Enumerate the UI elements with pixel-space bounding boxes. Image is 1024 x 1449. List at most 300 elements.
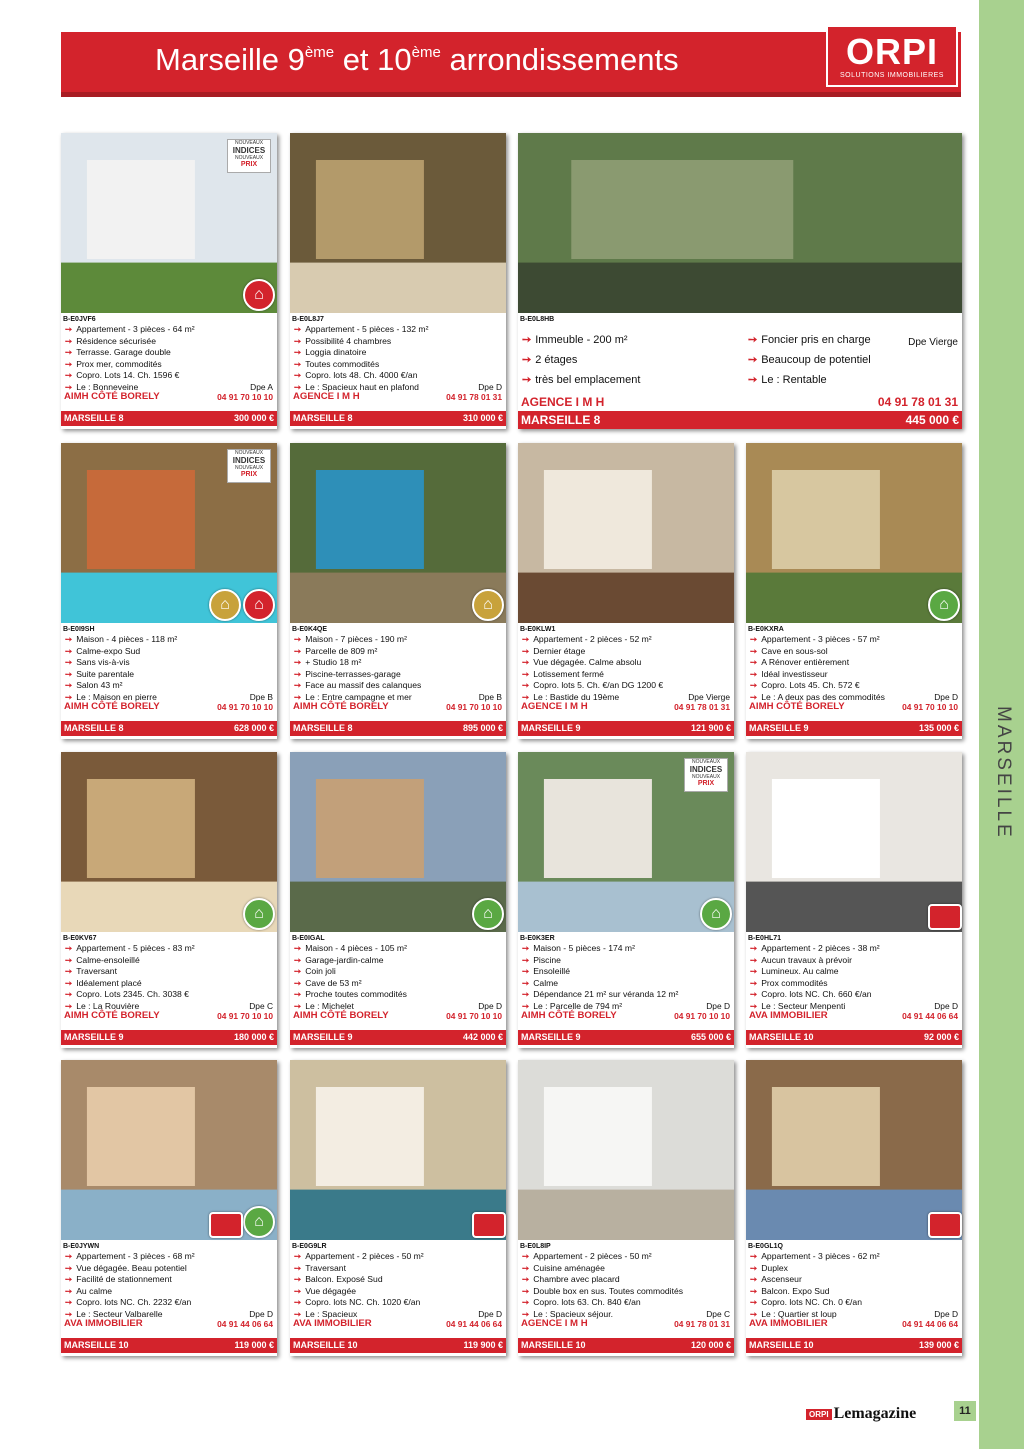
feature-text: Coin joli (305, 966, 336, 977)
arrow-icon: ➙ (522, 1262, 530, 1273)
feature-line (65, 1286, 112, 1298)
feature-line (65, 1274, 172, 1286)
listing-ref: B-E0KV67 (63, 935, 97, 942)
arrow-icon: ➙ (65, 324, 73, 334)
arrow-icon: ➙ (65, 1001, 73, 1011)
page-number: 11 (954, 1401, 976, 1421)
feature-text: Maison - 4 pièces - 118 m² (76, 634, 178, 644)
house-icon: ⌂ (243, 589, 275, 621)
arrow-icon: ➙ (522, 977, 530, 988)
agency-phone[interactable]: 04 91 78 01 31 (877, 395, 958, 409)
feature-text: Loggia dinatoire (305, 347, 367, 358)
arrow-icon: ➙ (750, 1001, 758, 1011)
listing-city: MARSEILLE 8 (293, 413, 353, 423)
feature-text: Traversant (76, 966, 117, 977)
feature-line (750, 634, 880, 646)
feature-line (522, 646, 585, 658)
feature-text: Vue dégagée (305, 1285, 357, 1296)
agency-phone[interactable]: 04 91 44 06 64 (902, 1011, 958, 1021)
feature-text: Calme (533, 977, 559, 988)
feature-line (522, 989, 678, 1001)
feature-text: Dernier étage (533, 645, 586, 656)
feature-line (294, 370, 417, 382)
listing-card[interactable] (518, 752, 734, 1048)
dpe-rating: Dpe D (934, 1001, 958, 1011)
feature-text: Traversant (305, 1262, 346, 1273)
photo-image (518, 1060, 734, 1240)
feature-text: Ensoleillé (533, 966, 570, 977)
listing-card[interactable] (746, 1060, 962, 1356)
feature-line (65, 966, 117, 978)
feature-line (750, 1274, 802, 1286)
side-label: MARSEILLE (993, 706, 1014, 840)
listing-ref: B-E0KXRA (748, 626, 784, 633)
dpe-rating: Dpe D (934, 692, 958, 702)
arrow-icon: ➙ (65, 1274, 73, 1285)
agency-name[interactable]: AVA IMMOBILIER (749, 1010, 828, 1021)
feature-text: Facilité de stationnement (76, 1274, 172, 1285)
listing-photo[interactable] (518, 1060, 734, 1240)
feature-line (522, 978, 558, 990)
plus-text: Le : Bonneveine (76, 382, 139, 392)
price-bar (290, 411, 506, 426)
page-title (155, 42, 679, 78)
arrow-icon: ➙ (294, 358, 302, 369)
dpe-rating: Dpe D (706, 1001, 730, 1011)
listing-card[interactable] (746, 752, 962, 1048)
listing-photo[interactable] (290, 133, 506, 313)
plus-text: Le : Michelet (305, 1001, 354, 1011)
listing-ref: B-E0GL1Q (748, 1243, 784, 1250)
feature-line (65, 680, 123, 692)
arrow-icon: ➙ (750, 692, 758, 702)
house-icon: ⌂ (472, 898, 504, 930)
agency-name[interactable]: AIMH CÔTÉ BORELY (293, 1010, 389, 1021)
agency-name[interactable]: AGENCE I M H (521, 1318, 588, 1329)
arrow-icon: ➙ (748, 374, 758, 386)
feature-line (65, 669, 134, 681)
feature-line (65, 324, 195, 336)
agency-phone[interactable]: 04 91 70 10 10 (217, 392, 273, 402)
agency-name[interactable]: AIMH CÔTÉ BORELY (293, 701, 389, 712)
arrow-icon: ➙ (750, 1297, 758, 1308)
feature-line (750, 1251, 880, 1263)
feature-text: Calme-expo Sud (76, 645, 141, 656)
feature-line (522, 955, 561, 967)
agency-name[interactable]: AVA IMMOBILIER (293, 1318, 372, 1329)
agency-phone[interactable]: 04 91 78 01 31 (674, 702, 730, 712)
agency-name[interactable]: AGENCE I M H (293, 391, 360, 402)
feature-text: Copro. Lots 14. Ch. 1596 € (76, 370, 180, 381)
feature-line (750, 1286, 830, 1298)
price-bar (61, 411, 277, 426)
arrow-icon: ➙ (294, 989, 302, 1000)
dpe-rating: Dpe C (249, 1001, 273, 1011)
listing-city: MARSEILLE 9 (64, 1032, 124, 1042)
agency-phone[interactable]: 04 91 70 10 10 (446, 1011, 502, 1021)
arrow-icon: ➙ (522, 943, 530, 953)
arrow-icon: ➙ (65, 977, 73, 988)
feature-text: Appartement - 3 pièces - 64 m² (76, 324, 195, 334)
agency-name[interactable]: AIMH CÔTÉ BORELY (64, 391, 160, 402)
footer-brand-mini: ORPI (806, 1409, 832, 1420)
feature-text: Piscine-terrasses-garage (305, 668, 401, 679)
arrow-icon: ➙ (65, 692, 73, 702)
agency-phone[interactable]: 04 91 70 10 10 (217, 1011, 273, 1021)
arrow-icon: ➙ (750, 657, 758, 668)
arrow-icon: ➙ (522, 954, 530, 965)
arrow-icon: ➙ (294, 335, 302, 346)
arrow-icon: ➙ (294, 657, 302, 668)
listing-card[interactable] (61, 752, 277, 1048)
feature-line (522, 1274, 620, 1286)
arrow-icon: ➙ (750, 943, 758, 953)
listing-card[interactable] (518, 443, 734, 739)
listing-ref: B-E0JYWN (63, 1243, 100, 1250)
listing-price: 628 000 € (233, 723, 274, 733)
feature-text: Parcelle de 809 m² (305, 645, 378, 656)
badge-line1: NOUVEAUX (234, 450, 264, 456)
arrow-icon: ➙ (294, 966, 302, 977)
feature-line (294, 1297, 420, 1309)
arrow-icon: ➙ (294, 645, 302, 656)
listing-city: MARSEILLE 8 (64, 413, 124, 423)
listing-city: MARSEILLE 9 (749, 723, 809, 733)
listing-ref: B-E0JVF6 (63, 316, 96, 323)
listing-price: 121 900 € (690, 723, 731, 733)
arrow-icon: ➙ (65, 347, 73, 358)
arrow-icon: ➙ (522, 645, 530, 656)
agency-phone[interactable]: 04 91 44 06 64 (446, 1319, 502, 1329)
arrow-icon: ➙ (294, 954, 302, 965)
listing-card[interactable] (290, 443, 506, 739)
price-bar (61, 721, 277, 736)
feature-text: Idéalement placé (76, 977, 142, 988)
house-icon: ⌂ (700, 898, 732, 930)
photo-image (518, 133, 962, 313)
listing-city: MARSEILLE 10 (293, 1340, 358, 1350)
agency-name[interactable]: AGENCE I M H (521, 395, 605, 409)
listing-card[interactable] (290, 133, 506, 429)
listing-card[interactable] (518, 133, 962, 429)
feature-text: Immeuble - 200 m² (535, 334, 628, 346)
feature-line (65, 1297, 191, 1309)
price-bar (746, 721, 962, 736)
feature-text: Ascenseur (761, 1274, 802, 1285)
feature-text: Suite parentale (76, 668, 135, 679)
price-bar (61, 1338, 277, 1353)
price-bar (518, 721, 734, 736)
listing-city: MARSEILLE 8 (64, 723, 124, 733)
badge-line1: NOUVEAUX (234, 140, 264, 146)
arrow-icon: ➙ (294, 1274, 302, 1285)
listing-city: MARSEILLE 10 (521, 1340, 586, 1350)
agency-phone[interactable]: 04 91 70 10 10 (674, 1011, 730, 1021)
dpe-rating: Dpe D (478, 382, 502, 392)
listing-city: MARSEILLE 10 (64, 1340, 129, 1350)
feature-text: Résidence sécurisée (76, 335, 156, 346)
feature-text: Garage-jardin-calme (305, 954, 384, 965)
arrow-icon: ➙ (294, 370, 302, 381)
feature-text: Cave en sous-sol (761, 645, 828, 656)
house-icon: ⌂ (928, 589, 960, 621)
feature-text: Aucun travaux à prévoir (761, 954, 852, 965)
arrow-icon: ➙ (65, 382, 73, 392)
arrow-icon: ➙ (522, 692, 530, 702)
plus-text: Le : Rentable (761, 374, 827, 386)
plus-line (748, 375, 827, 387)
feature-text: Beaucoup de potentiel (761, 354, 871, 366)
listing-ref: B-E0IGAL (292, 935, 325, 942)
listing-city: MARSEILLE 8 (521, 413, 601, 427)
arrow-icon: ➙ (65, 1309, 73, 1319)
badge-line4: PRIX (697, 780, 715, 787)
badge-line3: NOUVEAUX (234, 155, 264, 161)
price-bar (290, 1030, 506, 1045)
feature-line (522, 943, 635, 955)
price-bar (518, 1030, 734, 1045)
feature-line (748, 355, 871, 367)
agency-phone[interactable]: 04 91 70 10 10 (902, 702, 958, 712)
plus-text: Le : Spacieux haut en plafond (305, 382, 419, 392)
photo-image (518, 443, 734, 623)
feature-text: Balcon. Exposé Sud (305, 1274, 383, 1285)
agency-name[interactable]: AIMH CÔTÉ BORELY (64, 701, 160, 712)
feature-line (750, 955, 852, 967)
agency-name[interactable]: AIMH CÔTÉ BORELY (749, 701, 845, 712)
feature-line (294, 347, 366, 359)
orpi-logo (826, 25, 958, 87)
feature-text: Duplex (761, 1262, 788, 1273)
badge-line2: INDICES (689, 765, 723, 774)
feature-line (522, 335, 628, 347)
feature-line (65, 978, 142, 990)
arrow-icon: ➙ (65, 370, 73, 381)
feature-text: Terrasse. Garage double (76, 347, 171, 358)
arrow-icon: ➙ (294, 324, 302, 334)
feature-line (750, 989, 872, 1001)
title-part2: et 10 (334, 42, 412, 77)
listing-card[interactable] (746, 443, 962, 739)
feature-line (522, 634, 652, 646)
listing-city: MARSEILLE 10 (749, 1340, 814, 1350)
arrow-icon: ➙ (522, 1297, 530, 1308)
title-sup2: ème (411, 44, 441, 61)
house-icon: ⌂ (472, 589, 504, 621)
logo-word: ORPI (845, 31, 938, 72)
listing-price: 442 000 € (462, 1032, 503, 1042)
feature-text: Au calme (76, 1285, 113, 1296)
plus-text: Le : Parcelle de 794 m² (533, 1001, 623, 1011)
feature-text: Maison - 5 pièces - 174 m² (533, 943, 635, 953)
feature-text: Appartement - 3 pièces - 62 m² (761, 1251, 880, 1261)
agency-name[interactable]: AVA IMMOBILIER (64, 1318, 143, 1329)
feature-line (65, 634, 177, 646)
price-bar (518, 411, 962, 429)
arrow-icon: ➙ (294, 1309, 302, 1319)
arrow-icon: ➙ (65, 645, 73, 656)
arrow-icon: ➙ (294, 943, 302, 953)
listing-price: 135 000 € (918, 723, 959, 733)
feature-text: Appartement - 2 pièces - 38 m² (761, 943, 880, 953)
feature-line (750, 1263, 788, 1275)
listing-card[interactable] (61, 133, 277, 429)
feature-text: Copro. lots NC. Ch. 0 €/an (761, 1297, 862, 1308)
plus-text: Le : Spacieux (305, 1309, 358, 1319)
dpe-rating: Dpe D (478, 1309, 502, 1319)
feature-text: + Studio 18 m² (305, 657, 362, 668)
feature-text: 2 étages (535, 354, 578, 366)
plus-text: Le : Secteur Menpenti (761, 1001, 846, 1011)
arrow-icon: ➙ (65, 1285, 73, 1296)
agency-phone[interactable]: 04 91 44 06 64 (217, 1319, 273, 1329)
feature-text: Sans vis-à-vis (76, 657, 130, 668)
arrow-icon: ➙ (294, 1251, 302, 1261)
listing-ref: B-E0KLW1 (520, 626, 556, 633)
feature-text: Idéal investisseur (761, 668, 828, 679)
agency-name[interactable]: AIMH CÔTÉ BORELY (64, 1010, 160, 1021)
feature-text: Appartement - 3 pièces - 68 m² (76, 1251, 195, 1261)
arrow-icon: ➙ (65, 954, 73, 965)
feature-line (750, 646, 828, 658)
feature-text: Appartement - 3 pièces - 57 m² (761, 634, 880, 644)
listing-photo[interactable] (518, 133, 962, 313)
listing-ref: B-E0L8HB (520, 316, 555, 323)
arrow-icon: ➙ (65, 680, 73, 691)
feature-line (750, 680, 860, 692)
agency-phone[interactable]: 04 91 78 01 31 (446, 392, 502, 402)
arrow-icon: ➙ (522, 1285, 530, 1296)
arrow-icon: ➙ (65, 668, 73, 679)
listing-ref: B-E0K4QE (292, 626, 328, 633)
plus-text: Le : Bastide du 19ème (533, 692, 620, 702)
feature-text: Dépendance 21 m² sur véranda 12 m² (533, 989, 679, 1000)
arrow-icon: ➙ (750, 668, 758, 679)
feature-text: Cave de 53 m² (305, 977, 362, 988)
arrow-icon: ➙ (65, 989, 73, 1000)
house-icon: ⌂ (243, 898, 275, 930)
orpi-stamp-icon (472, 1212, 506, 1238)
arrow-icon: ➙ (294, 977, 302, 988)
listing-price: 180 000 € (233, 1032, 274, 1042)
agency-phone[interactable]: 04 91 44 06 64 (902, 1319, 958, 1329)
listing-card[interactable] (518, 1060, 734, 1356)
listing-price: 119 900 € (463, 1340, 503, 1350)
listing-photo[interactable] (518, 443, 734, 623)
arrow-icon: ➙ (522, 1274, 530, 1285)
title-part3: arrondissements (440, 42, 679, 77)
arrow-icon: ➙ (522, 966, 530, 977)
feature-line (294, 1286, 356, 1298)
arrow-icon: ➙ (294, 382, 302, 392)
feature-text: Vue dégagée. Calme absolu (533, 657, 642, 668)
house-icon: ⌂ (243, 279, 275, 311)
feature-text: Possibilité 4 chambres (305, 335, 392, 346)
agency-name[interactable]: AVA IMMOBILIER (749, 1318, 828, 1329)
feature-line (522, 669, 604, 681)
arrow-icon: ➙ (748, 334, 758, 346)
feature-line (294, 943, 407, 955)
arrow-icon: ➙ (522, 634, 530, 644)
agency-phone[interactable]: 04 91 70 10 10 (217, 702, 273, 712)
feature-text: Appartement - 2 pièces - 52 m² (533, 634, 652, 644)
feature-text: Copro. Lots 45. Ch. 572 € (761, 680, 860, 691)
feature-text: Appartement - 2 pièces - 50 m² (305, 1251, 424, 1261)
feature-line (294, 680, 421, 692)
arrow-icon: ➙ (294, 1262, 302, 1273)
feature-text: Calme-ensoleillé (76, 954, 140, 965)
listing-price: 119 000 € (234, 1340, 274, 1350)
dpe-rating: Dpe D (934, 1309, 958, 1319)
listing-ref: B-E0I9SH (63, 626, 95, 633)
badge-line3: NOUVEAUX (234, 465, 264, 471)
feature-line (522, 375, 640, 387)
agency-phone[interactable]: 04 91 78 01 31 (674, 1319, 730, 1329)
feature-line (750, 966, 839, 978)
feature-text: Maison - 7 pièces - 190 m² (305, 634, 407, 644)
arrow-icon: ➙ (294, 1297, 302, 1308)
feature-text: Copro. lots 48. Ch. 4000 €/an (305, 370, 418, 381)
arrow-icon: ➙ (750, 977, 758, 988)
feature-line (522, 966, 570, 978)
orpi-stamp-icon (928, 1212, 962, 1238)
feature-line (65, 1263, 187, 1275)
feature-line (522, 1297, 641, 1309)
arrow-icon: ➙ (750, 1285, 758, 1296)
feature-line (522, 1263, 605, 1275)
feature-text: Proche toutes commodités (305, 989, 407, 1000)
listing-price: 895 000 € (462, 723, 503, 733)
agency-phone[interactable]: 04 91 70 10 10 (446, 702, 502, 712)
listing-ref: B-E0HL71 (748, 935, 782, 942)
arrow-icon: ➙ (750, 966, 758, 977)
dpe-rating: Dpe B (478, 692, 502, 702)
feature-text: Copro. lots 5. Ch. €/an DG 1200 € (533, 680, 664, 691)
title-part1: Marseille 9 (155, 42, 305, 77)
listing-price: 445 000 € (905, 413, 959, 427)
footer-brand-name: Lemagazine (833, 1405, 917, 1422)
feature-text: Maison - 4 pièces - 105 m² (305, 943, 407, 953)
listing-card[interactable] (61, 1060, 277, 1356)
feature-text: A Rénover entièrement (761, 657, 850, 668)
arrow-icon: ➙ (522, 1001, 530, 1011)
price-bar (746, 1030, 962, 1045)
new-price-badge (684, 758, 728, 792)
new-price-badge (227, 449, 271, 483)
arrow-icon: ➙ (65, 1262, 73, 1273)
agency-name[interactable]: AGENCE I M H (521, 701, 588, 712)
plus-text: Le : Secteur Valbarelle (76, 1309, 163, 1319)
feature-line (65, 955, 140, 967)
listing-price: 655 000 € (690, 1032, 731, 1042)
listing-card[interactable] (61, 443, 277, 739)
arrow-icon: ➙ (65, 1251, 73, 1261)
feature-line (750, 943, 880, 955)
listing-card[interactable] (290, 752, 506, 1048)
feature-line (294, 1274, 383, 1286)
logo-subtitle: SOLUTIONS IMMOBILIERES (840, 72, 944, 79)
feature-text: Copro. lots 63. Ch. 840 €/an (533, 1297, 641, 1308)
feature-line (294, 336, 391, 348)
feature-line (522, 355, 577, 367)
arrow-icon: ➙ (750, 954, 758, 965)
listing-ref: B-E0K3ER (520, 935, 555, 942)
listing-card[interactable] (290, 1060, 506, 1356)
agency-name[interactable]: AIMH CÔTÉ BORELY (521, 1010, 617, 1021)
dpe-rating: Dpe A (250, 382, 273, 392)
arrow-icon: ➙ (750, 1309, 758, 1319)
feature-line (294, 359, 379, 371)
